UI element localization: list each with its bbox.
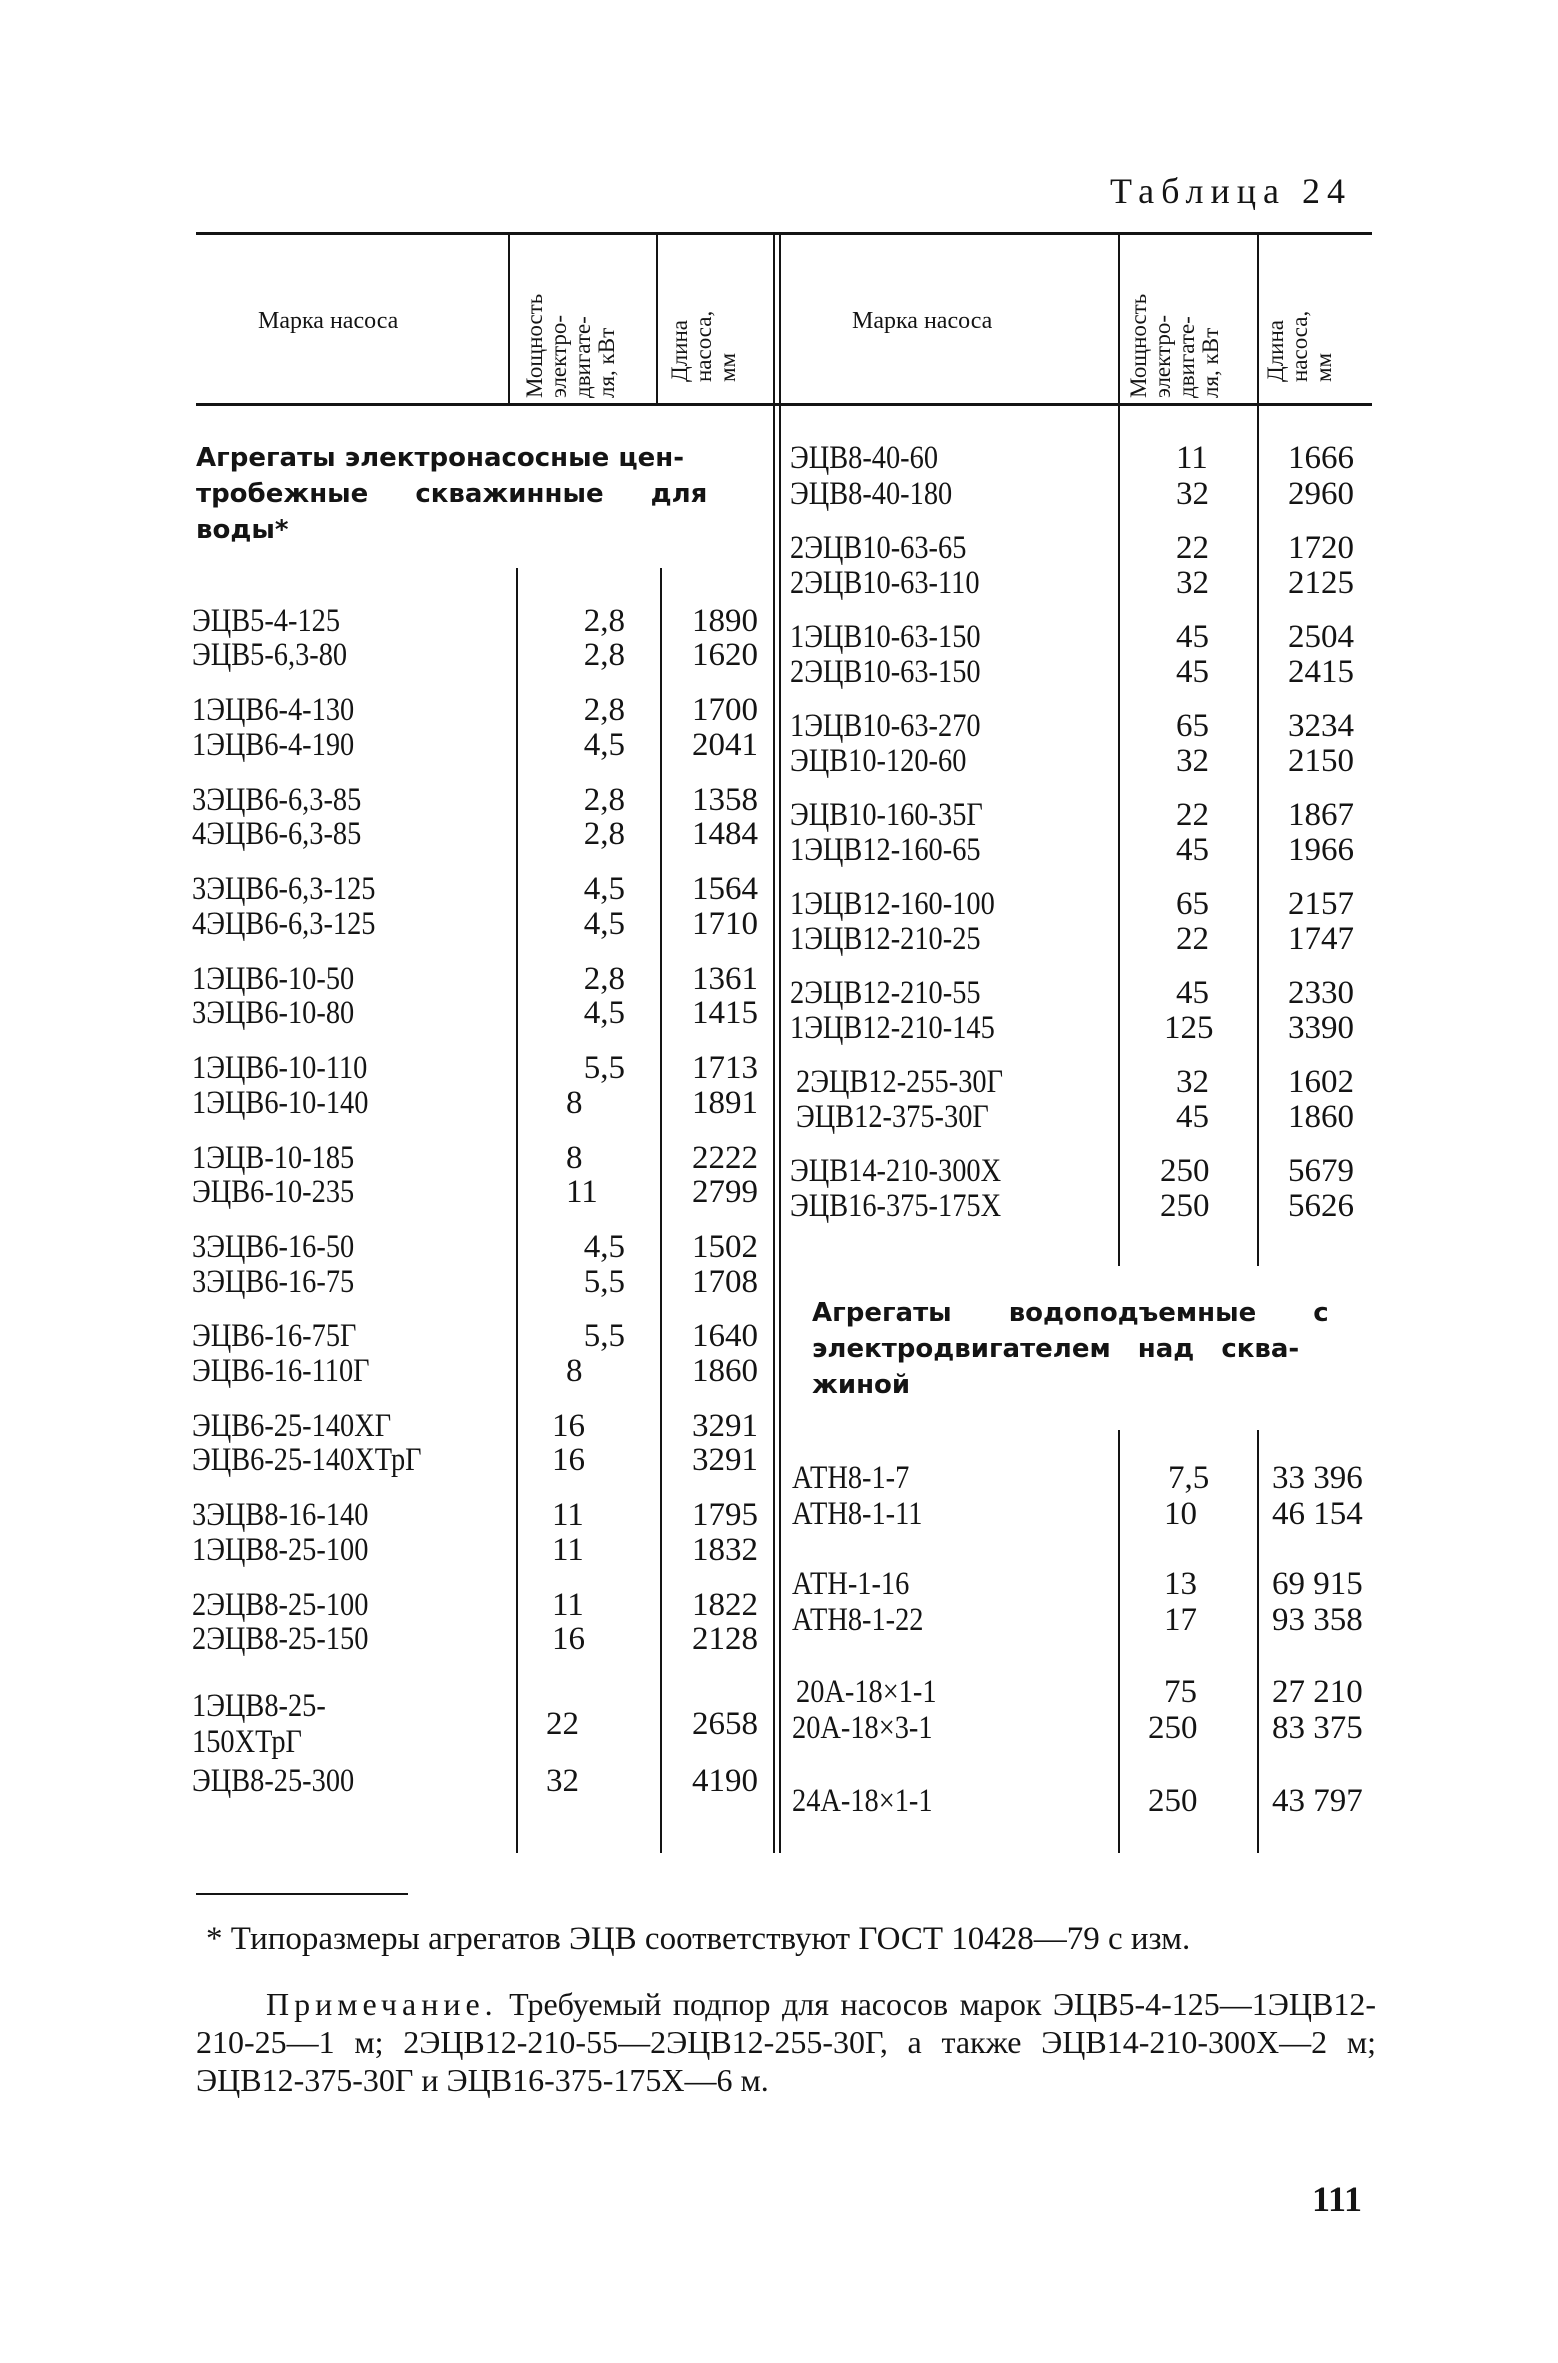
header-power-right: Мощность электро- двигате- ля, кВт xyxy=(1126,293,1223,398)
header-divider xyxy=(773,234,775,404)
note-text: Требуемый подпор для насосов марок ЭЦВ5-4-125—1ЭЦВ12-210-25—1 м; 2ЭЦВ12-210-55—2ЭЦВ12-255-30Г, а также ЭЦВ14-210-300Х—2 м; ЭЦВ12-375-30Г и ЭЦВ16-375-175Х—6 м. xyxy=(196,1986,1377,2098)
header-bottom-rule xyxy=(196,403,1372,406)
table-title: Таблица 24 xyxy=(1110,171,1352,211)
note-label: Примечание. xyxy=(266,1986,498,2022)
footnote-rule xyxy=(196,1893,408,1895)
header-power-left: Мощность электро- двигате- ля, кВт xyxy=(522,293,619,398)
note xyxy=(196,1985,1376,2099)
header-divider xyxy=(1118,234,1120,404)
header-divider xyxy=(1257,234,1259,404)
header-mark-right: Марка насоса xyxy=(852,308,993,334)
header-divider xyxy=(656,234,658,404)
column-divider xyxy=(1257,1430,1259,1853)
right-section-title: Агрегаты водоподъемные с электродвигателем над сква- жиной xyxy=(812,1298,1329,1400)
column-divider xyxy=(773,406,775,1853)
header-length-right: Длина насоса, мм xyxy=(1263,310,1336,382)
left-section-title: Агрегаты электронасосные цен- тробежные скважинные для воды* xyxy=(196,443,708,545)
column-divider xyxy=(660,568,662,1853)
header-divider xyxy=(779,234,781,404)
column-divider xyxy=(1118,406,1120,1266)
header-length-left: Длина насоса, мм xyxy=(667,310,740,382)
column-divider xyxy=(779,406,781,1853)
footnote: * Типоразмеры агрегатов ЭЦВ соответствуют ГОСТ 10428—79 с изм. xyxy=(206,1921,1191,1957)
column-divider xyxy=(1257,406,1259,1266)
table-top-rule xyxy=(196,232,1372,235)
column-divider xyxy=(1118,1430,1120,1853)
column-divider xyxy=(516,568,518,1853)
header-divider xyxy=(508,234,510,404)
header-mark-left: Марка насоса xyxy=(258,308,399,334)
page-number: 111 xyxy=(1312,2179,1363,2219)
